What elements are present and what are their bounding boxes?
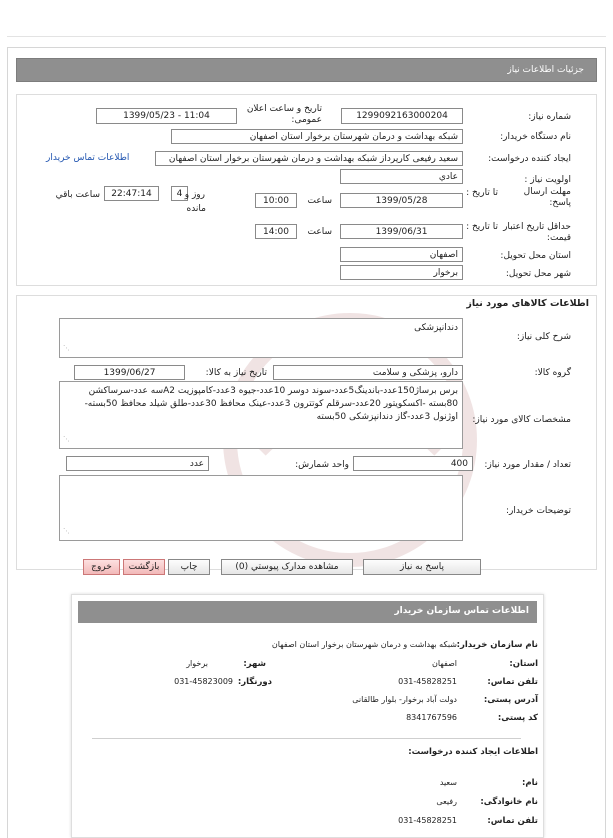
announce-label: تاریخ و ساعت اعلان عمومی: xyxy=(246,104,322,125)
top-divider xyxy=(7,36,606,37)
days-label: روز و xyxy=(184,190,205,200)
resize-grip-icon[interactable]: ⋰ xyxy=(63,527,70,535)
specs-text: برس برساژ150عدد-باندینگ5عدد-سوند دوسر 10عدد-جیوه 3عدد-کامپوزیت A2سه عدد-سرساکشن 80بسته -اکسکویتور 20عدد-سرقلم کوتترون 3عدد-عینک محافظ 30عدد-طلق شیلد محافظ 50بسته-اوژنول 3عدد-گاز دندانپزشکی 50بسته xyxy=(84,386,458,422)
announce-field: 1399/05/23 - 11:04 xyxy=(96,108,237,124)
deadline-label: مهلت ارسال پاسخ: xyxy=(523,187,571,208)
need-number-field: 1299092163000204 xyxy=(341,108,463,124)
validity-date-field: 1399/06/31 xyxy=(340,224,463,239)
remaining-label: ساعت باقي xyxy=(55,190,100,200)
city-field: برخوار xyxy=(340,265,463,280)
goods-section-title: اطلاعات کالاهای مورد نیاز xyxy=(466,298,589,309)
contact-postal-label: کد پستی: xyxy=(497,713,538,723)
qty-label: تعداد / مقدار مورد نیاز: xyxy=(484,460,571,470)
unit-label: واحد شمارش: xyxy=(295,460,349,470)
need-date-label: تاریخ نیاز به کالا: xyxy=(205,368,267,378)
buyer-contact-link[interactable]: اطلاعات تماس خریدار xyxy=(46,153,130,163)
creator-family-value: رفیعی xyxy=(436,797,457,806)
contact-org-label: نام سازمان خریدار: xyxy=(456,640,538,650)
contact-province-label: استان: xyxy=(509,659,538,669)
deadline-until-label: تا تاریخ : xyxy=(466,188,498,198)
contact-card-header xyxy=(78,601,537,623)
general-desc-label: شرح کلی نیاز: xyxy=(516,332,571,342)
priority-field: عادي xyxy=(340,169,463,184)
province-label: استان محل تحویل: xyxy=(500,251,571,261)
contact-card xyxy=(71,594,544,838)
contact-address-value: دولت آباد برخوار- بلوار طالقانی xyxy=(352,695,457,704)
group-label: گروه کالا: xyxy=(534,368,571,378)
contact-phone-value: 031-45828251 xyxy=(398,677,457,686)
contact-title: اطلاعات تماس سازمان خریدار xyxy=(394,606,529,616)
validity-time-label: ساعت xyxy=(307,227,332,237)
creator-phone-label: تلفن تماس: xyxy=(487,816,538,826)
exit-button[interactable]: خروج xyxy=(83,559,120,575)
creator-name-label: نام: xyxy=(521,778,538,788)
contact-fax-label: دورنگار: xyxy=(237,677,272,687)
buyer-org-label: نام دستگاه خریدار: xyxy=(500,132,571,142)
validity-until-label: تا تاریخ : xyxy=(466,222,498,232)
page-title: جزئیات اطلاعات نیاز xyxy=(507,65,584,75)
creator-phone-value: 031-45828251 xyxy=(398,816,457,825)
buyer-notes-field xyxy=(59,475,463,541)
qty-field: 400 xyxy=(353,456,473,471)
buyer-notes-label: توضیحات خریدار: xyxy=(505,506,571,516)
back-button[interactable]: بازگشت xyxy=(123,559,165,575)
contact-province-value: اصفهان xyxy=(431,659,457,668)
requester-field: سعید رفیعی کارپرداز شبکه بهداشت و درمان شهرستان برخوار استان اصفهان xyxy=(155,151,463,166)
deadline-time-label: ساعت xyxy=(307,196,332,206)
contact-city-value: برخوار xyxy=(186,659,208,668)
general-desc-field xyxy=(59,318,463,358)
remaining-time-field: 22:47:14 xyxy=(104,186,159,201)
print-button[interactable]: چاپ xyxy=(168,559,210,575)
province-field: اصفهان xyxy=(340,247,463,262)
priority-label: اولویت نیاز : xyxy=(524,175,571,185)
group-field: دارو، پزشکی و سلامت xyxy=(273,365,463,380)
contact-divider xyxy=(92,738,521,739)
contact-city-label: شهر: xyxy=(243,659,266,669)
contact-postal-value: 8341767596 xyxy=(406,713,457,722)
deadline-date-field: 1399/05/28 xyxy=(340,193,463,208)
creator-section-title: اطلاعات ایجاد کننده درخواست: xyxy=(408,747,538,757)
deadline-time-field: 10:00 xyxy=(255,193,297,208)
creator-family-label: نام خانوادگی: xyxy=(480,797,538,807)
contact-phone-label: تلفن تماس: xyxy=(487,677,538,687)
specs-field xyxy=(59,381,463,449)
attachments-button[interactable]: مشاهده مدارک پیوستي (0) xyxy=(221,559,353,575)
validity-time-field: 14:00 xyxy=(255,224,297,239)
page-header xyxy=(16,58,597,82)
validity-label: حداقل تاریخ اعتبار قیمت: xyxy=(503,222,571,243)
days-field: 4 xyxy=(171,186,188,201)
contact-address-label: آدرس پستی: xyxy=(483,695,538,705)
city-label: شهر محل تحویل: xyxy=(505,269,571,279)
resize-grip-icon[interactable]: ⋰ xyxy=(63,344,70,352)
creator-name-value: سعید xyxy=(439,778,457,787)
buyer-org-field: شبکه بهداشت و درمان شهرستان برخوار استان اصفهان xyxy=(171,129,463,144)
unit-field: عدد xyxy=(66,456,209,471)
contact-fax-value: 031-45823009 xyxy=(174,677,233,686)
general-desc-text: دندانپزشکی xyxy=(414,323,458,333)
resize-grip-icon[interactable]: ⋰ xyxy=(63,435,70,443)
requester-label: ایجاد کننده درخواست: xyxy=(488,154,571,164)
specs-label: مشخصات کالای مورد نیاز: xyxy=(472,415,571,425)
reply-button[interactable]: پاسخ به نیاز xyxy=(363,559,481,575)
need-number-label: شماره نیاز: xyxy=(528,112,571,122)
contact-org-value: شبکه بهداشت و درمان شهرستان برخوار استان اصفهان xyxy=(271,640,457,649)
remaining-label-2: مانده xyxy=(186,204,206,214)
need-date-field: 1399/06/27 xyxy=(74,365,185,380)
